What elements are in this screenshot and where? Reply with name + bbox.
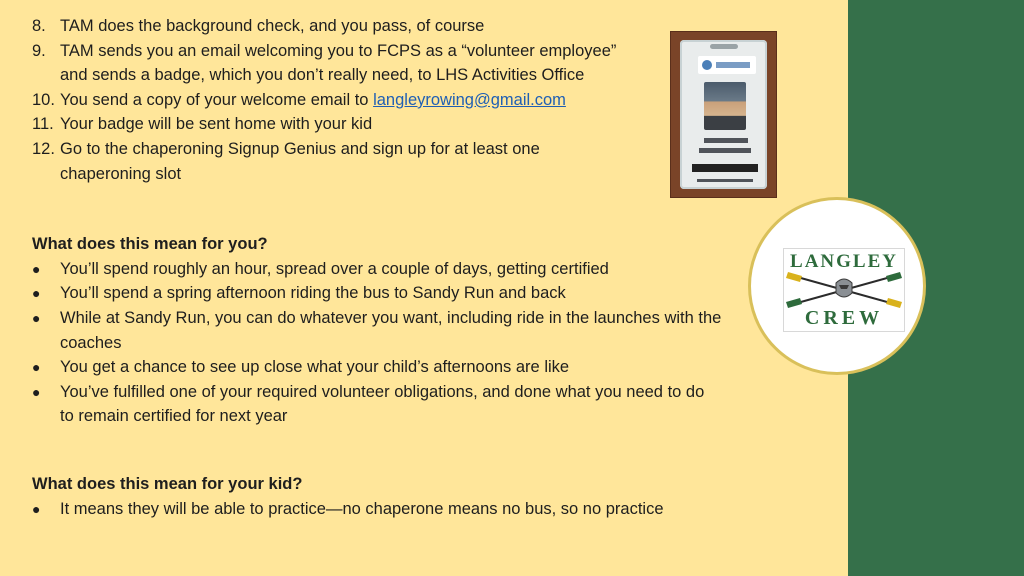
badge-card [680,40,767,189]
step-number: 10. [32,90,55,109]
bullet-item [32,281,812,306]
bullet-item [32,497,812,522]
logo-box [783,248,905,332]
bullet-item [32,257,812,282]
section-kid [32,472,812,521]
logo-bottom-text: CREW [804,307,884,329]
step-number: 11. [32,115,54,134]
step-text: chaperoning slot [60,164,182,183]
step-text: You send a copy of your welcome email to [60,90,374,109]
section-heading: What does this mean for your kid? [32,474,303,493]
bullet-icon: ● [32,260,41,277]
step-number: 12. [32,139,55,158]
bullet-text: While at Sandy Run, you can do whatever you want, including ride in the launches with the [60,308,722,327]
bullet-icon: ● [32,359,41,376]
badge-portrait [704,82,746,130]
step-text: Your badge will be sent home with your kid [60,115,373,134]
bullet-icon: ● [32,500,41,517]
bullet-icon: ● [32,383,41,400]
step-text: Go to the chaperoning Signup Genius and sign up for at least one [60,139,540,158]
crossed-oars-icon [784,271,904,309]
bullet-text: You’ve fulfilled one of your required volunteer obligations, and done what you need to do [60,382,705,401]
badge-expiry-line [697,179,753,182]
badge-name-line [699,148,751,153]
section-you [32,232,812,429]
bullet-icon: ● [32,309,41,326]
bullet-text: You’ll spend roughly an hour, spread over a couple of days, getting certified [60,259,609,278]
badge-slot [710,44,738,49]
bullet-item [32,355,812,380]
badge-name-line [704,138,748,143]
bullet-text: coaches [60,333,122,352]
bullet-text: It means they will be able to practice—no chaperone means no bus, so no practice [60,499,664,518]
section-heading: What does this mean for you? [32,235,268,254]
bullet-text: to remain certified for next year [60,407,288,426]
step-number: 9. [32,41,46,60]
fcps-logo [698,56,756,74]
bullet-text: You’ll spend a spring afternoon riding the bus to Sandy Run and back [60,284,566,303]
logo-top-text: LANGLEY [790,251,898,272]
bullet-text: You get a chance to see up close what your child’s afternoons are like [60,358,570,377]
step-text: TAM does the background check, and you pass, of course [60,17,485,35]
step-text: TAM sends you an email welcoming you to FCPS as a “volunteer employee” [60,41,617,60]
bullet-item [32,306,812,331]
email-link[interactable]: langleyrowing@gmail.com [373,90,566,109]
step-text: and sends a badge, which you don’t really need, to LHS Activities Office [60,66,585,85]
step-number: 8. [32,17,46,35]
bullet-item [32,380,812,405]
badge-role-text [692,164,758,172]
volunteer-badge-photo [670,31,777,198]
bullet-continued [32,331,812,356]
langley-crew-logo [748,197,926,375]
bullet-icon: ● [32,285,41,302]
bullet-continued [32,404,812,429]
